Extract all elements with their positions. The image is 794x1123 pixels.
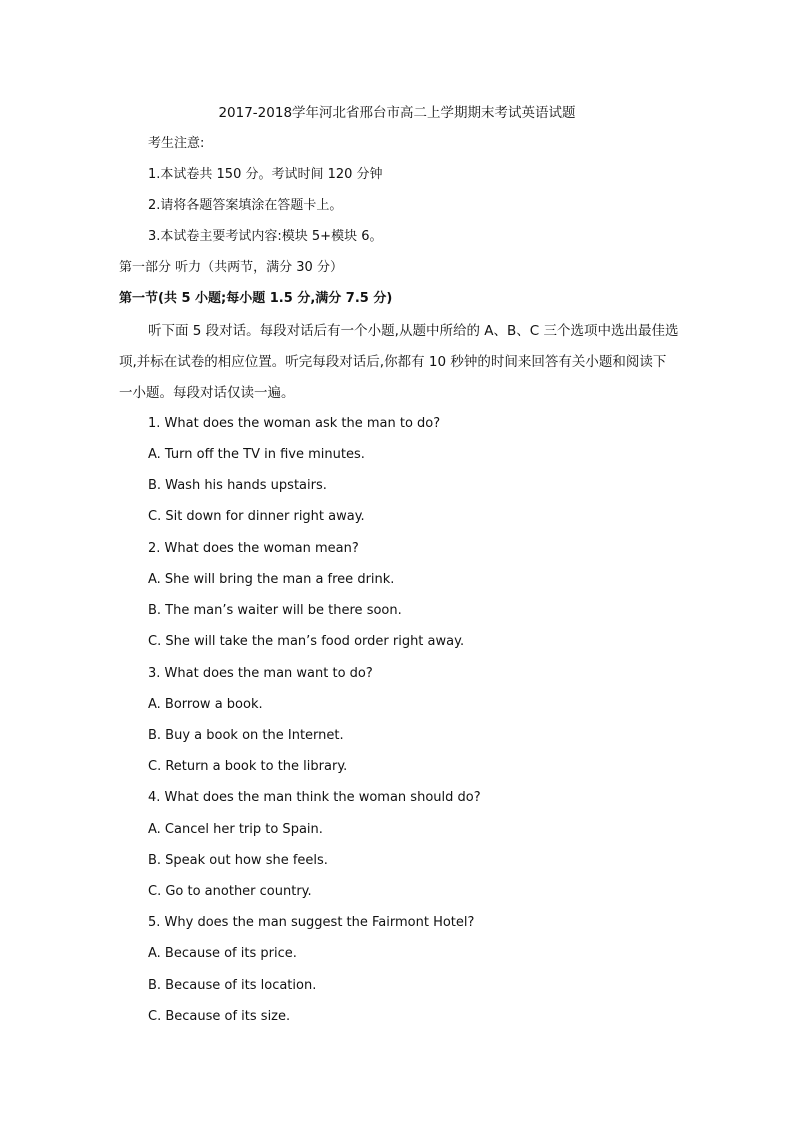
answer-option: B. Buy a book on the Internet.: [148, 728, 344, 743]
answer-option: C. Because of its size.: [148, 1009, 291, 1024]
question-text: 2. What does the woman mean?: [148, 541, 359, 556]
question-text: 5. Why does the man suggest the Fairmont Hotel?: [148, 915, 475, 930]
answer-option: B. Wash his hands upstairs.: [148, 478, 327, 493]
instructions-paragraph: 听下面 5 段对话。每段对话后有一个小题,从题中所给的 A、B、C 三个选项中选出最佳选项,并标在试卷的相应位置。听完每段对话后,你都有 10 秒钟的时间来回答有关小题和阅读下一小题。每段对话仅读一遍。: [119, 323, 679, 401]
answer-option: C. Sit down for dinner right away.: [148, 509, 365, 524]
answer-option: A. Turn off the TV in five minutes.: [148, 447, 365, 462]
question-text: 3. What does the man want to do?: [148, 666, 373, 681]
answer-option: B. The man’s waiter will be there soon.: [148, 603, 402, 618]
section-heading: 第一节(共 5 小题;每小题 1.5 分,满分 7.5 分): [119, 291, 393, 306]
notice-item: 1.本试卷共 150 分。考试时间 120 分钟: [148, 167, 383, 182]
answer-option: C. Return a book to the library.: [148, 759, 348, 774]
answer-option: C. She will take the man’s food order right away.: [148, 634, 465, 649]
answer-option: B. Speak out how she feels.: [148, 853, 328, 868]
question-text: 1. What does the woman ask the man to do?: [148, 416, 441, 431]
answer-option: A. Because of its price.: [148, 946, 297, 961]
answer-option: C. Go to another country.: [148, 884, 312, 899]
answer-option: A. Cancel her trip to Spain.: [148, 822, 323, 837]
notice-item: 2.请将各题答案填涂在答题卡上。: [148, 198, 343, 213]
answer-option: B. Because of its location.: [148, 978, 317, 993]
answer-option: A. Borrow a book.: [148, 697, 263, 712]
notice-heading: 考生注意:: [148, 136, 205, 151]
document-title: 2017-2018学年河北省邢台市高二上学期期末考试英语试题: [218, 105, 576, 121]
notice-item: 3.本试卷主要考试内容:模块 5+模块 6。: [148, 229, 383, 244]
question-text: 4. What does the man think the woman should do?: [148, 790, 481, 805]
part-heading: 第一部分 听力（共两节，满分 30 分）: [119, 260, 343, 275]
answer-option: A. She will bring the man a free drink.: [148, 572, 395, 587]
